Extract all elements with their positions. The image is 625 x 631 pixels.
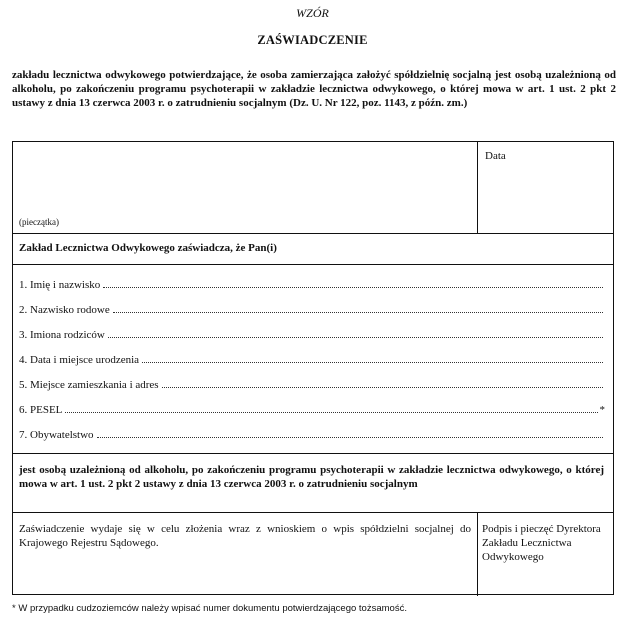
divider-2 (13, 264, 613, 265)
field-parents-names[interactable] (19, 327, 605, 341)
field-label: 7. Obywatelstwo (19, 429, 94, 441)
field-label: 2. Nazwisko rodowe (19, 304, 110, 316)
field-label: 4. Data i miejsce urodzenia (19, 354, 140, 366)
field-address[interactable] (19, 377, 605, 391)
stamp-label: (pieczątka) (19, 217, 59, 227)
field-label: 3. Imiona rodziców (19, 329, 105, 341)
field-maiden-name[interactable] (19, 302, 605, 316)
certifies-text: Zakład Lecznictwa Odwykowego zaświadcza, że Pan(i) (19, 242, 277, 254)
statement-text: jest osobą uzależnioną od alkoholu, po zakończeniu programu psychoterapii w zakładzie lecznictwa odwykowego, o której mowa w art. 1 ust. 2 pkt 2 ustawy z dnia 13 czerwca 2003 r. o zatrudnieniu socjalnym (19, 464, 604, 490)
doc-wzor: WZÓR (296, 6, 329, 20)
doc-intro: zakładu lecznictwa odwykowego potwierdzające, że osoba zamierzająca założyć spółdzielnię socjalną jest osobą uzależnioną od alkoholu, po zakończeniu programu psychoterapii w zakładzie lecznictwa odwykowego, o której mowa w art. 1 ust. 2 pkt 2 ustawy z dnia 13 czerwca 2003 r. o zatrudnieniu socjalnym (Dz. U. Nr 122, poz. 1143, z późn. zm.) (12, 69, 616, 109)
signature-label: Podpis i pieczęć Dyrektora Zakładu Lecznictwa Odwykowego (482, 523, 601, 563)
field-label: 6. PESEL (19, 404, 63, 416)
purpose-signature-divider (477, 512, 478, 596)
footnote: * W przypadku cudzoziemców należy wpisać numer dokumentu potwierdzającego tożsamość. (12, 603, 407, 614)
divider-4 (13, 512, 613, 513)
field-label: 5. Miejsce zamieszkania i adres (19, 379, 159, 391)
doc-title: ZAŚWIADCZENIE (257, 33, 368, 47)
field-pesel[interactable]: 6. PESEL * (19, 404, 605, 416)
purpose-text: Zaświadczenie wydaje się w celu złożenia wraz z wnioskiem o wpis spółdzielni socjalnej do Krajowego Rejestru Sądowego. (19, 523, 471, 549)
divider-1 (13, 233, 613, 234)
field-full-name[interactable] (19, 277, 605, 291)
date-label: Data (485, 150, 506, 162)
divider-3 (13, 453, 613, 454)
certificate-form (12, 141, 614, 595)
stamp-date-divider (477, 142, 478, 233)
field-birth-date-place[interactable] (19, 352, 605, 366)
field-citizenship[interactable] (19, 427, 605, 441)
field-label: 1. Imię i nazwisko (19, 279, 101, 291)
